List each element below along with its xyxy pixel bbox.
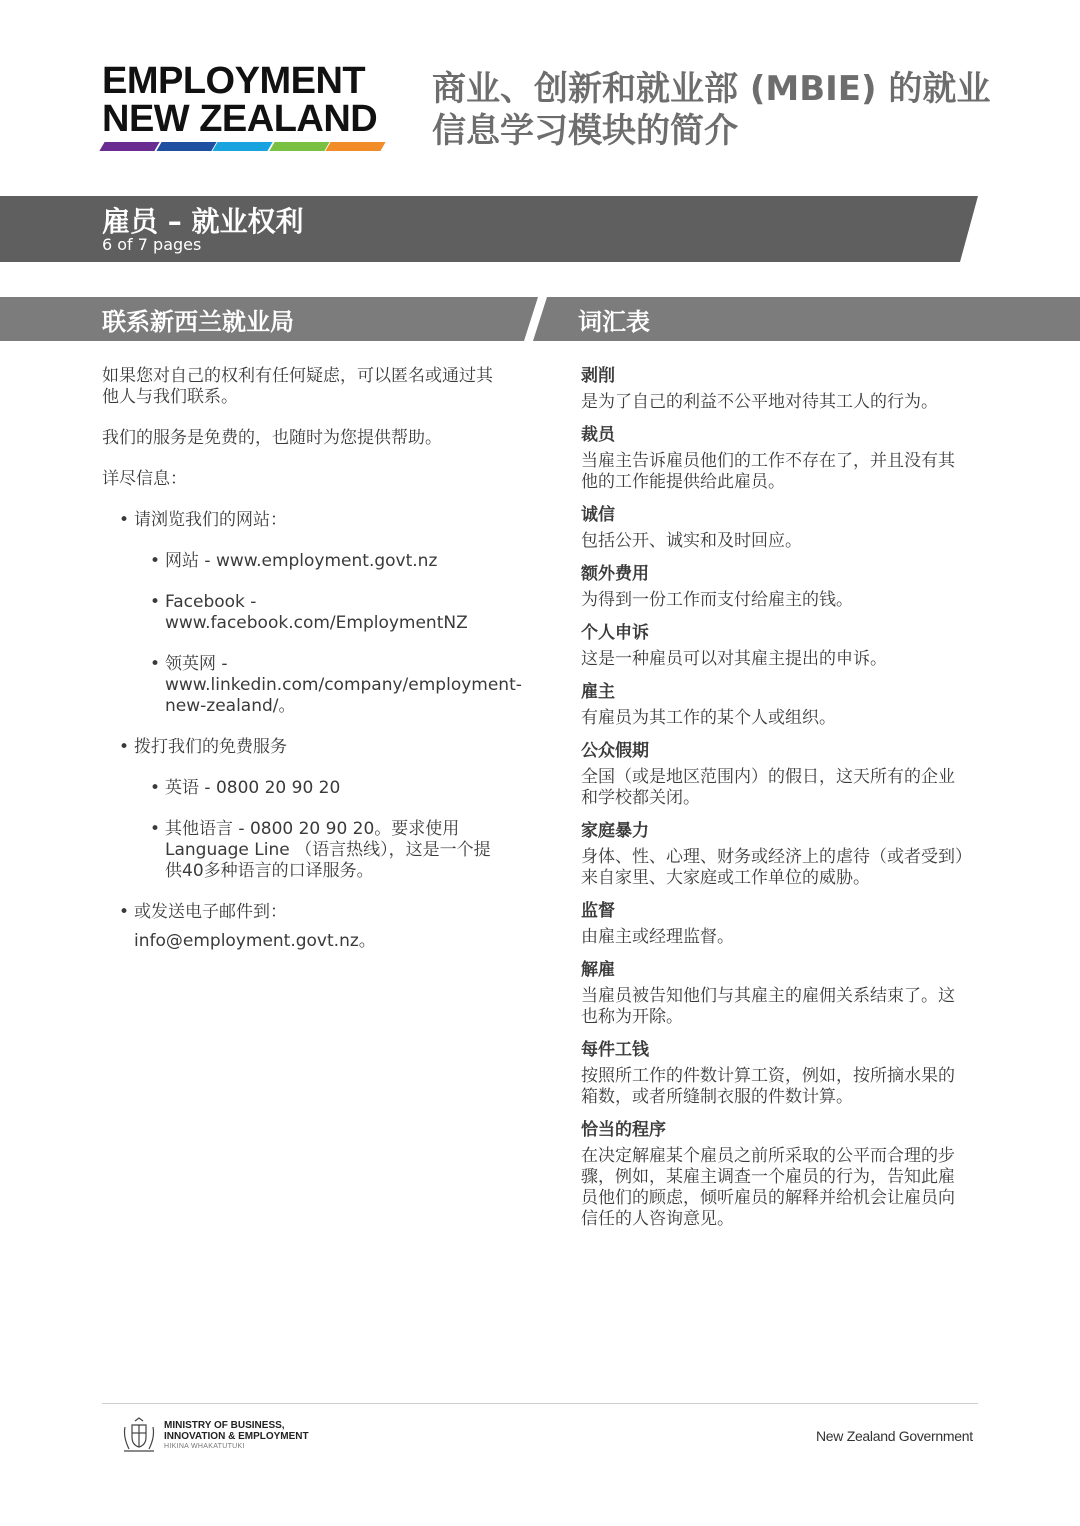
logo-stripe (213, 142, 273, 151)
glossary-item (581, 959, 971, 1028)
glossary-definition: 由雇主或经理监督。 (581, 927, 734, 947)
glossary-term: 监督 (581, 901, 615, 921)
phone-english: • 英语 - 0800 20 90 20 (165, 778, 502, 799)
glossary-term: 诚信 (581, 505, 615, 525)
glossary-item (581, 365, 971, 413)
glossary-definition: 按照所工作的件数计算工资，例如，按所摘水果的箱数，或者所缝制衣服的件数计算。 (581, 1066, 955, 1107)
glossary-definition: 当雇员被告知他们与其雇主的雇佣关系结束了。这也称为开除。 (581, 986, 955, 1027)
contact-intro: 如果您对自己的权利有任何疑虑，可以匿名或通过其他人与我们联系。 (102, 366, 493, 407)
glossary-term: 裁员 (581, 425, 615, 445)
glossary-term: 雇主 (581, 682, 615, 702)
contact-more-info: 详尽信息： (102, 469, 187, 489)
glossary-definition: 全国（或是地区范围内）的假日，这天所有的企业和学校都关闭。 (581, 767, 955, 808)
glossary-definition: 是为了自己的利益不公平地对待其工人的行为。 (581, 392, 938, 412)
document-title: 商业、创新和就业部 (MBIE) 的就业信息学习模块的简介 (432, 69, 991, 151)
glossary-definition: 为得到一份工作而支付给雇主的钱。 (581, 590, 853, 610)
glossary-term: 额外费用 (581, 564, 649, 584)
logo-stripe (156, 142, 216, 151)
ministry-name-line2: INNOVATION & EMPLOYMENT (164, 1431, 309, 1442)
glossary-definition: 这是一种雇员可以对其雇主提出的申诉。 (581, 649, 887, 669)
glossary-item (581, 681, 971, 729)
section-title: 雇员 – 就业权利 (102, 205, 304, 238)
logo-line-1: EMPLOYMENT (102, 60, 366, 102)
logo-stripe (326, 142, 386, 151)
glossary-term: 剥削 (581, 366, 615, 386)
footer-divider (102, 1403, 978, 1404)
nz-government-logo: New Zealand Government (816, 1428, 973, 1444)
glossary-term: 解雇 (581, 960, 615, 980)
ministry-maori-name: HIKINA WHAKATUTUKI (164, 1443, 245, 1450)
employment-nz-logo (102, 62, 392, 151)
contact-section (102, 366, 522, 952)
glossary-definition: 当雇主告诉雇员他们的工作不存在了，并且没有其他的工作能提供给此雇员。 (581, 451, 955, 492)
page-count: 6 of 7 pages (102, 235, 202, 254)
glossary-definition: 身体、性、心理、财务或经济上的虐待（或者受到）来自家里、大家庭或工作单位的威胁。 (581, 847, 964, 888)
glossary-definition: 有雇员为其工作的某个人或组织。 (581, 708, 836, 728)
glossary-definition: 在决定解雇某个雇员之前所采取的公平而合理的步骤，例如，某雇主调查一个雇员的行为，告知此雇员他们的顾虑，倾听雇员的解释并给机会让雇员向信任的人咨询意见。 (581, 1146, 955, 1229)
logo-line-2: NEW ZEALAND (102, 98, 378, 140)
glossary-term: 个人申诉 (581, 623, 649, 643)
nz-coat-of-arms-icon (120, 1417, 158, 1453)
glossary-term: 每件工钱 (581, 1040, 649, 1060)
website-bullet: • 请浏览我们的网站： (134, 510, 502, 531)
linkedin-link[interactable]: • 领英网 - www.linkedin.com/company/employment-new-zealand/。 (165, 654, 502, 717)
contact-free-service: 我们的服务是免费的，也随时为您提供帮助。 (102, 428, 442, 448)
glossary-item (581, 1039, 971, 1108)
email-bullet: • 或发送电子邮件到： (134, 902, 502, 923)
glossary-term: 公众假期 (581, 741, 649, 761)
email-link[interactable]: info@employment.govt.nz。 (134, 931, 376, 951)
glossary-definition: 包括公开、诚实和及时回应。 (581, 531, 802, 551)
glossary-item (581, 563, 971, 611)
glossary-item (581, 504, 971, 552)
glossary-item (581, 820, 971, 889)
glossary-item (581, 900, 971, 948)
glossary-item (581, 1119, 971, 1230)
glossary-term: 家庭暴力 (581, 821, 649, 841)
logo-stripe (269, 142, 329, 151)
phone-other-languages: • 其他语言 - 0800 20 90 20。要求使用Language Line （语言热线），这是一个提供40多种语言的口译服务。 (165, 819, 502, 882)
logo-stripe (99, 142, 159, 151)
glossary-term: 恰当的程序 (581, 1120, 666, 1140)
glossary-heading: 词汇表 (578, 308, 650, 336)
glossary-item (581, 622, 971, 670)
glossary-item (581, 424, 971, 493)
logo-color-bar (102, 142, 385, 151)
ministry-logo (164, 1420, 309, 1452)
website-link[interactable]: • 网站 - www.employment.govt.nz (165, 551, 502, 572)
ministry-name-line1: MINISTRY OF BUSINESS, (164, 1420, 285, 1431)
phone-bullet: • 拨打我们的免费服务 (134, 737, 502, 758)
facebook-link[interactable]: • Facebook - www.facebook.com/EmploymentNZ (165, 592, 502, 634)
contact-heading: 联系新西兰就业局 (102, 308, 294, 336)
glossary-list (581, 365, 971, 1241)
glossary-item (581, 740, 971, 809)
